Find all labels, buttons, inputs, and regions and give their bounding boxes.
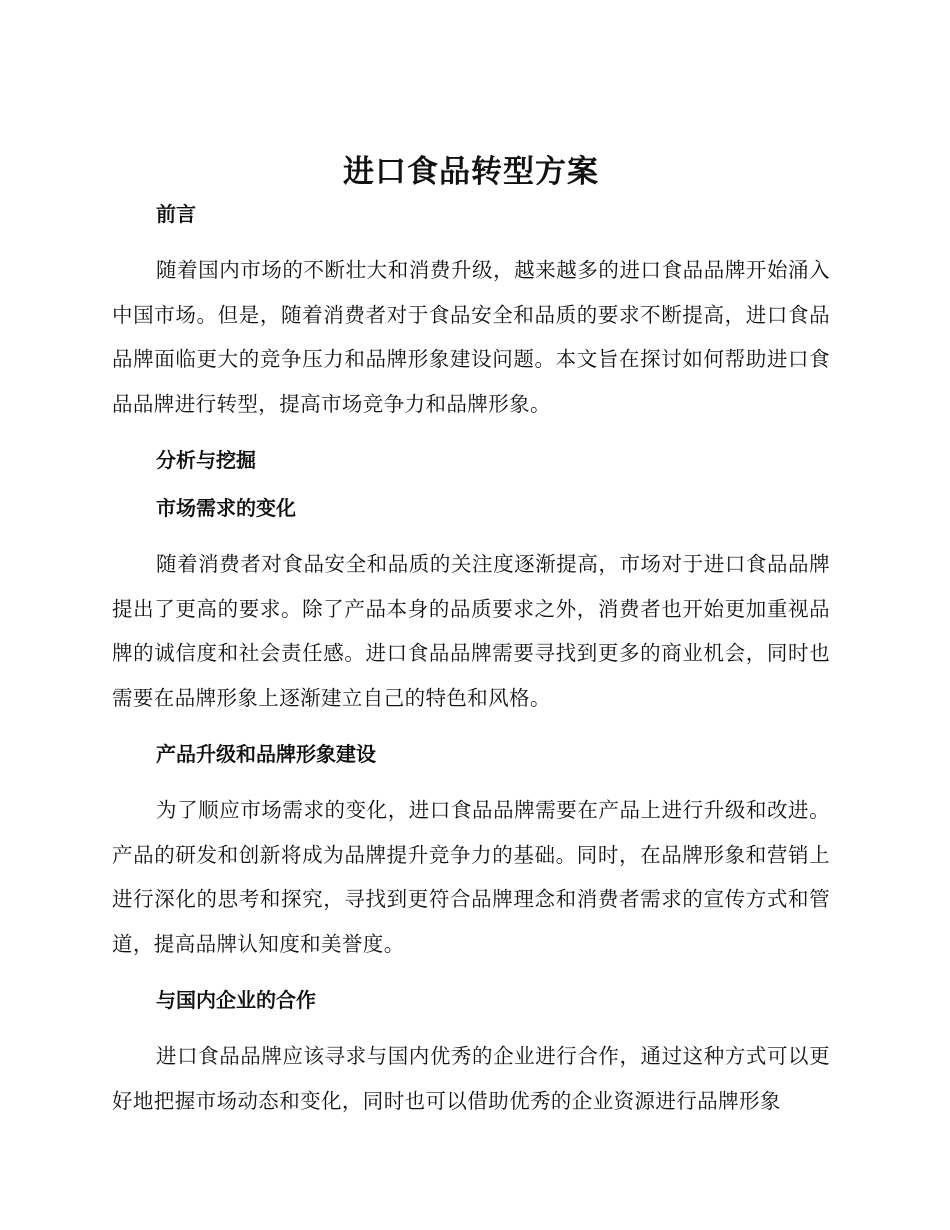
section-paragraph-cooperation: 进口食品品牌应该寻求与国内优秀的企业进行合作，通过这种方式可以更好地把握市场动态和变化，同时也可以借助优秀的企业资源进行品牌形象 [112, 1044, 830, 1113]
section-heading-market-demand: 市场需求的变化 [156, 496, 296, 520]
section-paragraph-preface: 随着国内市场的不断壮大和消费升级，越来越多的进口食品品牌开始涌入中国市场。但是，随着消费者对于食品安全和品质的要求不断提高，进口食品品牌面临更大的竞争压力和品牌形象建设问题。本文旨在探讨如何帮助进口食品品牌进行转型，提高市场竞争力和品牌形象。 [112, 258, 830, 416]
section-heading-product-upgrade: 产品升级和品牌形象建设 [156, 742, 376, 766]
document-content [112, 150, 830, 1143]
section-heading-cooperation: 与国内企业的合作 [156, 988, 316, 1012]
document-title: 进口食品转型方案 [343, 154, 599, 190]
section-heading-analysis: 分析与挖掘 [156, 448, 256, 472]
section-paragraph-product-upgrade: 为了顺应市场需求的变化，进口食品品牌需要在产品上进行升级和改进。产品的研发和创新将成为品牌提升竞争力的基础。同时，在品牌形象和营销上进行深化的思考和探究，寻找到更符合品牌理念和消费者需求的宣传方式和管道，提高品牌认知度和美誉度。 [112, 798, 830, 956]
section-paragraph-market-demand: 随着消费者对食品安全和品质的关注度逐渐提高，市场对于进口食品品牌提出了更高的要求。除了产品本身的品质要求之外，消费者也开始更加重视品牌的诚信度和社会责任感。进口食品品牌需要寻找到更多的商业机会，同时也需要在品牌形象上逐渐建立自己的特色和风格。 [112, 552, 830, 710]
section-heading-preface: 前言 [156, 202, 196, 226]
